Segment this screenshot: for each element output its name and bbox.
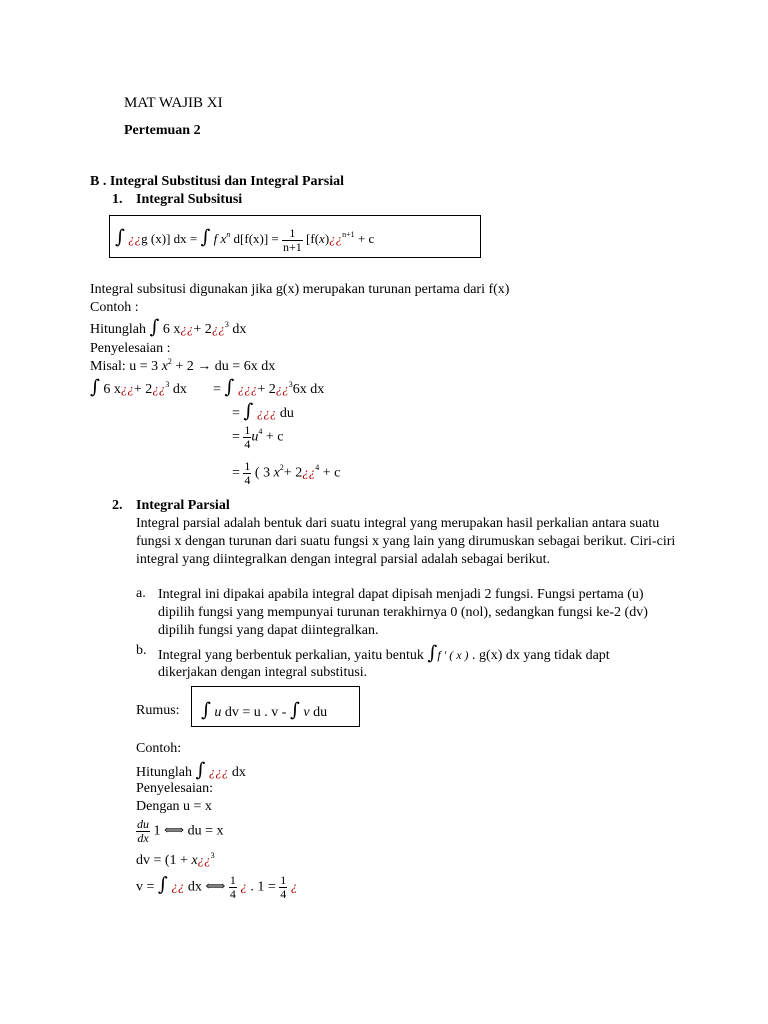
item2-number: 2.	[112, 498, 123, 513]
item-a-text: Integral ini dipakai apabila integral dapat dipisah menjadi 2 fungsi. Fungsi pertama (u) dipilih fungsi yang mempunyai turunan terakhirnya 0 (nol), sedangkan fungsi ke-2 (dv) dipilih fungsi yang dapat diintegralkan.	[158, 587, 648, 638]
item1-title: Integral Subsitusi	[136, 192, 243, 207]
solution-step-1-rhs: = ∫ ¿¿¿+ 2¿¿$^3$6x dx	[213, 376, 325, 398]
solution2-let-u: Dengan u = x	[136, 799, 212, 814]
rumus-formula: ∫ u dv = u . v - ∫ v du	[201, 699, 328, 721]
substitution-formula: ∫ ¿¿g (x)] dx = ∫ f $x^n$ d[f(x)] = $\frac{1}{n+1}$ [f(x)¿¿$^{n+1}$ + c	[115, 226, 375, 254]
item-a-label: a.	[136, 586, 146, 601]
item2-title: Integral Parsial	[136, 498, 230, 513]
substitution-intro: Integral subsitusi digunakan jika g(x) merupakan turunan pertama dari f(x)	[90, 282, 510, 297]
fraction-1-over-n-plus-1: $\frac{1}{n+1}$	[283, 226, 302, 254]
example-problem: Hitunglah ∫ 6 x¿¿+ 2¿¿$^3$ dx	[90, 316, 247, 338]
document-title: MAT WAJIB XI	[124, 95, 223, 111]
item-b-label: b.	[136, 643, 147, 658]
example2-problem: Hitunglah ∫ ¿¿¿ dx	[136, 759, 246, 781]
parsial-paragraph: Integral parsial adalah bentuk dari suatu integral yang merupakan hasil perkalian antara suatu fungsi x dengan turunan dari suatu fungsi x yang lain yang dirumuskan sebagai berikut. Ciri-ciri integral yang diintegralkan dengan integral parsial adalah sebagai berikut.	[136, 516, 676, 567]
example2-label: Contoh:	[136, 741, 182, 756]
solution-label: Penyelesaian :	[90, 341, 171, 356]
solution-step-4: = $\frac{1}{4}$ ( 3 $x^2+$ 2¿¿$^4$ + c	[232, 459, 341, 487]
solution2-label: Penyelesaian:	[136, 781, 213, 796]
solution-step-1: ∫ 6 x¿¿+ 2¿¿$^3$ dx	[90, 376, 187, 398]
item-b-text-line1: Integral yang berbentuk perkalian, yaitu bentuk ∫f ' ( x ) . g(x) dx yang tidak dapt	[158, 642, 610, 664]
solution2-v: v = ∫ ¿¿ dx ⟺ $\frac{1}{4}$ ¿ . 1 = $\frac{1}{4}$ ¿	[136, 873, 298, 901]
meeting-label: Pertemuan 2	[124, 123, 201, 138]
example-label: Contoh :	[90, 300, 139, 315]
item-b-text-line2: dikerjakan dengan integral substitusi.	[158, 665, 368, 680]
solution-step-2: = ∫ ¿¿¿ du	[232, 400, 294, 422]
solution2-dv: dv = (1 + x¿¿$^3$	[136, 851, 215, 868]
item1-number: 1.	[112, 192, 123, 207]
solution-step-3: = $\frac{1}{4}$ $u^4 + c$	[232, 423, 284, 451]
solution2-du-dx: $\frac{du}{dx}$ 1 ⟺ du = x	[137, 817, 224, 845]
rumus-label: Rumus:	[136, 703, 180, 718]
substitution-misal: Misal: u = 3 $x^2 + 2$ → du = 6x dx	[90, 357, 276, 374]
section-heading: B . Integral Substitusi dan Integral Parsial	[90, 174, 344, 189]
integral-symbol: ∫	[115, 226, 125, 249]
